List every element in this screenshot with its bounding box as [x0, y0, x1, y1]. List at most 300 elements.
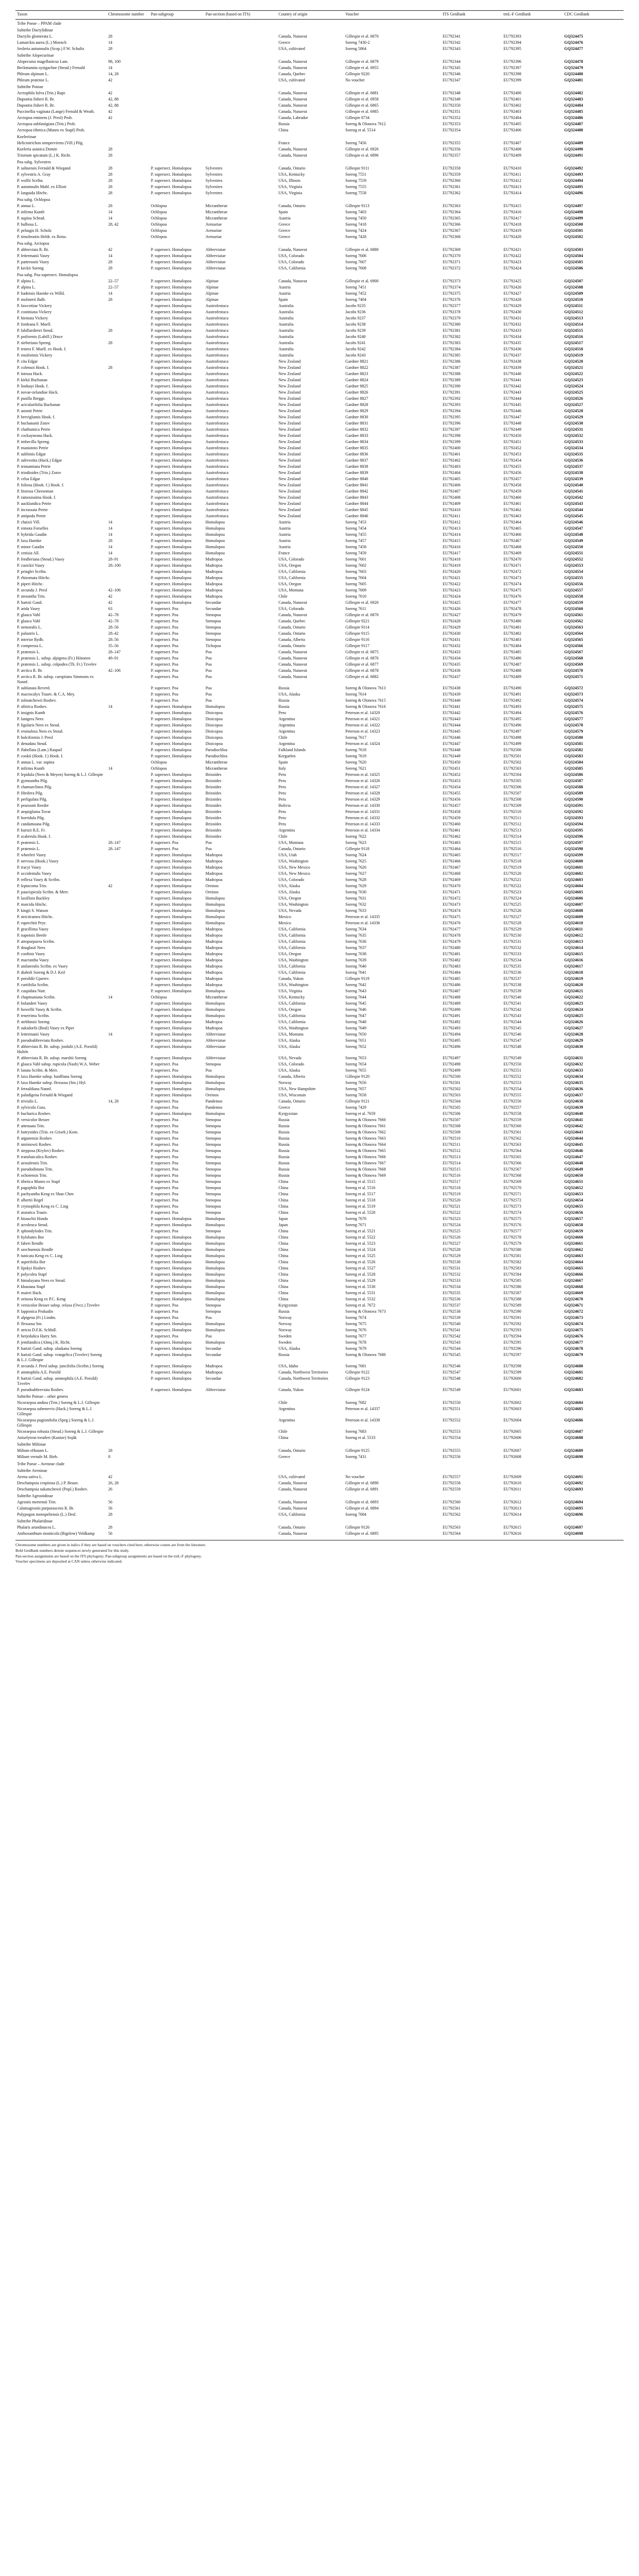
table-cell: Soreng 7683	[345, 1429, 366, 1434]
table-cell: EU792492	[503, 698, 522, 703]
table-cell: EU792558	[442, 1481, 461, 1485]
table-row	[15, 1098, 624, 1105]
table-cell: Ochlopoa	[150, 234, 167, 239]
table-cell: New Zealand	[278, 365, 301, 370]
table-cell: GQ324538	[564, 470, 583, 475]
table-row	[15, 1197, 624, 1204]
table-cell: Canada, Nunavut	[278, 65, 307, 70]
table-row	[15, 414, 624, 420]
table-cell	[107, 1302, 149, 1309]
table-cell	[149, 1400, 204, 1406]
table-cell: EU792368	[442, 234, 461, 239]
table-cell: EU792430	[442, 631, 461, 636]
table-cell: Canada, Nunavut	[278, 674, 307, 679]
table-cell	[441, 83, 502, 90]
table-cell	[107, 1278, 149, 1284]
table-cell: EU792529	[503, 927, 522, 931]
table-cell: GQ324547	[564, 526, 583, 531]
table-cell: USA, Alaska	[278, 1038, 300, 1043]
table-row	[15, 464, 624, 470]
table-cell: Gardner 8842	[345, 489, 368, 494]
table-cell	[149, 1480, 204, 1486]
table-cell: P. crymophila Keng ex C. Ling	[17, 1204, 69, 1209]
table-row	[15, 685, 624, 691]
table-cell: P. acroleuca Steud.	[17, 1223, 48, 1227]
table-cell: P. supersect. Homalopoa	[150, 328, 192, 333]
table-cell: EU792549	[442, 1387, 461, 1392]
table-cell: Gardner 8831	[345, 421, 368, 426]
table-cell: Gillespie et al. 6894	[345, 1506, 379, 1511]
table-cell	[204, 1499, 277, 1505]
table-cell: EU792424	[442, 594, 461, 599]
table-cell: EU792457	[503, 477, 522, 481]
table-cell: EU792491	[503, 692, 522, 697]
table-cell: USA, California	[278, 964, 306, 969]
table-cell: P. pattersonii Vasey	[17, 260, 49, 264]
table-cell: P. macrocalyx Trautv. & C.A. Mey.	[17, 692, 75, 697]
table-cell: GQ324518	[564, 347, 583, 351]
table-cell: EU792579	[503, 1241, 522, 1246]
table-cell	[204, 1393, 277, 1400]
table-cell: Homalopoa	[205, 1087, 225, 1091]
table-row	[15, 439, 624, 445]
table-cell: Austrofestuca	[205, 415, 229, 419]
table-cell: EU792520	[442, 1198, 461, 1202]
table-cell: P. urssulensis Trin.	[17, 1161, 48, 1165]
table-cell: GQ324618	[564, 970, 583, 975]
table-cell: P. supersect. Homalopoa	[150, 1266, 192, 1270]
table-cell: EU792424	[503, 266, 522, 270]
table-cell: EU792461	[442, 828, 461, 833]
table-cell	[149, 109, 204, 115]
table-cell: EU792458	[442, 809, 461, 814]
table-cell: P. pearsonii Reeder	[17, 803, 49, 808]
table-cell: P. sublimis Edgar	[17, 452, 46, 456]
table-cell: China	[278, 1247, 289, 1252]
table-cell: P. palustris L.	[17, 631, 40, 636]
table-cell: USA, Virginia	[278, 989, 302, 993]
table-row	[15, 96, 624, 103]
table-cell: EU792371	[442, 260, 461, 264]
table-cell: EU792429	[442, 625, 461, 630]
table-cell: Stenopoa	[205, 1309, 221, 1314]
table-row	[15, 1333, 624, 1340]
table-cell: GQ324622	[564, 995, 583, 999]
table-cell: EU792455	[442, 791, 461, 795]
table-row	[15, 691, 624, 698]
table-cell: Canada, Nunavut	[278, 613, 307, 617]
table-cell: Koeleriinae	[17, 134, 37, 139]
table-cell: P. supersect. Homalopoa	[150, 421, 192, 426]
table-cell: New Zealand	[278, 514, 301, 518]
table-cell: EU792553	[503, 1080, 522, 1085]
table-cell: Jacobs 9236	[345, 310, 366, 314]
table-cell	[204, 59, 277, 65]
table-cell: Austrofestuca	[205, 371, 229, 376]
table-cell: Jacobs 9242	[345, 347, 366, 351]
table-cell: P. asperifolia Bor	[17, 1260, 46, 1264]
table-cell: P. supersect. Homalopoa	[150, 877, 192, 882]
table-cell: Peterson et al. 14333	[345, 822, 380, 826]
table-cell: EU792346	[442, 72, 461, 76]
table-row	[15, 203, 624, 209]
table-cell: EU792473	[503, 575, 522, 580]
table-row	[15, 340, 624, 346]
table-cell: 14	[108, 551, 112, 555]
table-cell: P. lepidula (Nees & Meyen) Soreng & L.J. Gillespie	[17, 772, 103, 777]
table-cell: EU792397	[503, 65, 522, 70]
table-cell: EU792407	[442, 489, 461, 494]
table-cell: EU792505	[442, 1105, 461, 1110]
table-cell: Soreng 7655	[345, 1068, 366, 1073]
table-cell: EU792440	[503, 371, 522, 376]
table-row	[15, 1296, 624, 1302]
table-row	[15, 735, 624, 741]
table-cell: EU792420	[442, 569, 461, 574]
table-cell	[107, 821, 149, 827]
table-cell: EU792469	[442, 877, 461, 882]
table-cell: EU792511	[442, 1142, 461, 1147]
table-cell: P. supersect. Poa	[150, 656, 178, 660]
table-cell: GQ324644	[564, 1136, 583, 1141]
table-row	[15, 1129, 624, 1136]
table-cell: GQ324684	[564, 1400, 583, 1405]
table-cell	[107, 1074, 149, 1080]
table-cell: Nicoraepoa andina (Trin.) Soreng & L.J. Gillespie	[17, 1400, 100, 1405]
table-cell	[204, 103, 277, 109]
table-cell: Secundae	[205, 600, 222, 605]
table-cell: P. supersect. Poa	[150, 1185, 178, 1190]
table-cell	[441, 133, 502, 140]
table-cell: Russia	[278, 1124, 290, 1128]
table-cell: Austrofestuca	[205, 452, 229, 456]
table-cell: EU792454	[442, 785, 461, 789]
table-cell: Jacobs 9237	[345, 316, 366, 320]
table-cell: EU792470	[442, 884, 461, 888]
table-cell: GQ324569	[564, 662, 583, 667]
table-cell: Soreng 7453	[345, 520, 366, 524]
table-cell: GQ324638	[564, 1099, 583, 1104]
table-cell	[107, 895, 149, 902]
table-cell: USA, Montana	[278, 1032, 304, 1037]
table-cell: GQ324498	[564, 210, 583, 214]
table-cell: P. atropurpurea Scribn.	[17, 939, 55, 944]
table-row	[15, 1111, 624, 1117]
table-cell: EU792350	[442, 103, 461, 108]
table-cell: Anthoxanthum monticola (Bigelow) Veldkamp	[17, 1531, 95, 1536]
table-cell: Gillespie 9117	[345, 643, 369, 648]
table-cell: Madropoa	[205, 964, 223, 969]
table-cell: EU792490	[503, 686, 522, 690]
table-cell: EU792538	[503, 982, 522, 987]
table-row	[15, 895, 624, 902]
table-cell: EU792440	[442, 698, 461, 703]
table-row	[15, 33, 624, 40]
table-cell	[107, 778, 149, 784]
table-cell: P. supersect. Homalopoa	[150, 1272, 192, 1277]
table-cell: Soreng 7684	[345, 1512, 366, 1517]
table-cell: Stenopoa	[205, 1136, 221, 1141]
table-cell: EU792485	[442, 976, 461, 981]
table-cell: 14	[108, 766, 112, 771]
table-row	[15, 1480, 624, 1486]
table-cell: Peterson et al. 14332	[345, 816, 380, 820]
table-cell: Soreng et al. 5517	[345, 1192, 376, 1196]
table-cell: GQ324495	[564, 184, 583, 189]
table-cell: GQ324614	[564, 945, 583, 950]
table-cell: Subtribe Alopecurinae	[17, 53, 54, 58]
table-cell: EU792510	[442, 1136, 461, 1141]
table-cell: USA, Nevada	[278, 908, 301, 913]
table-cell: New Zealand	[278, 495, 301, 500]
table-cell: EU792484	[442, 970, 461, 975]
table-cell: 98, 100	[108, 59, 121, 64]
table-cell: Homalopoa	[205, 1074, 225, 1079]
table-cell: Arctophila fulva (Trin.) Rupr.	[17, 91, 66, 95]
table-cell	[107, 1038, 149, 1044]
table-cell: USA, Colorado	[278, 1062, 305, 1066]
table-row	[15, 315, 624, 321]
table-cell: Homalopoa	[205, 908, 225, 913]
table-cell: P. supersect. Homalopoa	[150, 341, 192, 345]
table-cell: EU792540	[503, 995, 522, 999]
table-cell: GQ324682	[564, 1376, 583, 1381]
table-cell: EU792612	[503, 1500, 522, 1504]
table-cell: Jacobs 9238	[345, 322, 366, 327]
table-cell: EU792517	[442, 1179, 461, 1184]
table-row	[15, 957, 624, 963]
table-cell: Trisetum spicatum (L.) K. Richt.	[17, 153, 71, 158]
table-cell: Argentina	[278, 717, 295, 721]
table-cell	[277, 27, 344, 33]
table-cell: P. supersect. Homalopoa	[150, 477, 192, 481]
table-cell: P. insignis Kunth	[17, 710, 45, 715]
table-cell: China	[278, 1192, 289, 1196]
table-cell: EU792615	[503, 1525, 522, 1530]
table-cell: EU792533	[503, 952, 522, 956]
table-cell	[107, 908, 149, 914]
table-cell: P. suksdorfii (Beal) Vasey ex Piper	[17, 1026, 74, 1030]
table-cell: EU792405	[503, 122, 522, 126]
table-cell: GQ324502	[564, 234, 583, 239]
table-cell	[344, 20, 441, 27]
table-cell: EU792479	[442, 939, 461, 944]
table-cell: Gillespie et al. 6876	[345, 656, 379, 660]
table-cell: GQ324549	[564, 538, 583, 543]
table-cell: New Zealand	[278, 409, 301, 413]
table-cell	[107, 439, 149, 445]
table-cell: GQ324530	[564, 421, 583, 426]
table-cell: USA, California	[278, 575, 306, 580]
table-cell: GQ324540	[564, 483, 583, 487]
table-cell: EU792568	[503, 1173, 522, 1178]
table-cell	[107, 1136, 149, 1142]
table-cell	[107, 383, 149, 389]
table-cell: New Zealand	[278, 452, 301, 456]
table-row	[15, 253, 624, 259]
table-cell: P. supersect. Poa	[150, 1315, 178, 1320]
table-cell: Soreng 7681	[345, 1364, 366, 1368]
table-cell	[344, 83, 441, 90]
table-row	[15, 77, 624, 83]
table-row	[15, 1406, 624, 1417]
table-cell: EU792352	[442, 115, 461, 120]
table-cell: P. nemoralis L.	[17, 625, 42, 630]
table-cell: Argentina	[278, 1406, 295, 1411]
table-cell	[563, 196, 624, 203]
table-cell: P. tunicata Keng ex C. Ling	[17, 1253, 63, 1258]
table-cell: EU792502	[503, 760, 522, 765]
table-cell	[502, 83, 563, 90]
table-cell: Alpinae	[205, 291, 219, 296]
table-cell	[107, 933, 149, 939]
table-cell: EU792542	[442, 1334, 461, 1338]
table-cell: EU792521	[503, 877, 522, 882]
table-cell: 28	[108, 341, 112, 345]
table-cell: Stenopoa	[205, 1229, 221, 1233]
table-cell: P. supersect. Homalopoa	[150, 785, 192, 789]
table-row	[15, 184, 624, 190]
table-cell: Soreng 7637	[345, 945, 366, 950]
column-header: trnL-F GenBank	[502, 11, 563, 20]
table-cell: New Zealand	[278, 421, 301, 426]
table-cell: Austrofestuca	[205, 359, 229, 364]
table-cell	[149, 127, 204, 133]
table-cell: EU792459	[503, 489, 522, 494]
table-cell: USA, Oregon	[278, 582, 301, 586]
table-cell: GQ324613	[564, 939, 583, 944]
table-cell	[149, 40, 204, 46]
table-cell	[149, 133, 204, 140]
table-cell: EU792372	[442, 266, 461, 270]
table-cell	[107, 685, 149, 691]
table-cell: Gillespie et al. 6896	[345, 153, 379, 158]
table-cell: Calamagrostis purpurascens R. Br.	[17, 1506, 74, 1511]
table-cell	[107, 957, 149, 963]
table-cell: USA, cultivated	[278, 78, 305, 82]
table-cell: P. supersect. Homalopoa	[150, 526, 192, 531]
table-cell: EU792428	[442, 619, 461, 623]
table-cell: 28	[108, 260, 112, 264]
table-cell: Lamarckia aurea (L.) Moench	[17, 40, 66, 45]
table-cell: No voucher	[345, 1475, 365, 1479]
table-cell	[149, 1518, 204, 1524]
table-cell: EU792567	[503, 1167, 522, 1172]
table-cell: Homalopoa	[205, 1013, 225, 1018]
table-cell: GQ324597	[564, 840, 583, 845]
table-cell: Micrantherae	[205, 760, 228, 765]
table-cell: GQ324674	[564, 1321, 583, 1326]
table-cell: Soreng 7670	[345, 1216, 366, 1221]
table-cell: Canada, Ontario	[278, 846, 306, 851]
table-cell: EU792528	[503, 921, 522, 925]
table-cell	[441, 1460, 502, 1467]
table-cell: Stenopoa	[205, 1198, 221, 1202]
table-cell	[149, 59, 204, 65]
table-cell: P. glauca Vahl	[17, 619, 40, 623]
table-cell: P. faberi Rendle	[17, 1241, 43, 1246]
table-cell: Gardner 8836	[345, 452, 368, 456]
table-cell	[107, 710, 149, 716]
table-cell: P. stenantha Trin.	[17, 594, 46, 599]
table-cell: Abbreviatae	[205, 253, 226, 258]
table-cell	[107, 196, 149, 203]
table-cell: Soreng 7459	[345, 551, 366, 555]
table-cell: P. laxa Haenke subsp. flexuosa (Sm.) Hyl.	[17, 1080, 87, 1085]
table-row	[15, 291, 624, 297]
table-cell: EU792467	[442, 865, 461, 870]
table-cell: Falkland Islands	[278, 748, 306, 752]
table-cell: Norway	[278, 1315, 292, 1320]
table-cell: P. supersect. Poa	[150, 1198, 178, 1202]
table-row	[15, 222, 624, 228]
table-row	[15, 624, 624, 631]
table-cell: EU792354	[442, 128, 461, 132]
table-row	[15, 46, 624, 52]
table-cell: GQ324484	[564, 103, 583, 108]
table-row	[15, 127, 624, 133]
table-cell: EU792478	[442, 933, 461, 938]
table-cell: P. versicolor Besser	[17, 1117, 49, 1122]
table-cell: P. pseudoabbreviata Roshev.	[17, 1038, 64, 1043]
table-cell: Soreng 7640	[345, 964, 366, 969]
table-cell: P. secunda J. Presl	[17, 588, 47, 592]
table-cell: P. supersect. Homalopoa	[150, 1087, 192, 1091]
table-cell: Brizoides	[205, 816, 222, 820]
table-cell	[107, 464, 149, 470]
table-row	[15, 1429, 624, 1435]
table-cell: EU792500	[442, 1074, 461, 1079]
table-cell	[149, 77, 204, 83]
table-cell	[204, 121, 277, 127]
table-cell: Soreng & Olonova 7616	[345, 704, 386, 709]
table-row	[15, 165, 624, 172]
table-cell: 42	[108, 247, 112, 252]
table-cell: Madropoa	[205, 594, 223, 599]
table-cell: Greece	[278, 234, 291, 239]
table-cell: EU792603	[503, 1406, 522, 1411]
table-cell: P. fernaldiana Nannf.	[17, 1087, 52, 1091]
table-cell	[344, 1441, 441, 1448]
table-cell: Australia	[278, 316, 294, 320]
table-cell: GQ324561	[564, 613, 583, 617]
table-row	[15, 951, 624, 957]
table-cell: EU792449	[503, 427, 522, 432]
table-cell: EU792545	[503, 1026, 522, 1030]
table-cell: Madropoa	[205, 871, 223, 876]
table-cell: Soreng 7639	[345, 958, 366, 962]
table-cell: EU792384	[442, 347, 461, 351]
table-cell: Micrantherae	[205, 995, 228, 999]
table-cell: Homalopoa	[205, 1260, 225, 1264]
table-cell: France	[278, 551, 290, 555]
table-cell: GQ324635	[564, 1080, 583, 1085]
table-row	[15, 1080, 624, 1086]
table-cell: Soreng 7611	[345, 606, 366, 611]
table-cell: P. supersect. Homalopoa	[150, 247, 192, 252]
table-cell: EU792532	[503, 945, 522, 950]
table-cell: GQ324511	[564, 303, 583, 308]
table-cell	[441, 20, 502, 27]
table-row	[15, 1499, 624, 1505]
table-cell: EU792533	[442, 1278, 461, 1283]
table-cell	[107, 303, 149, 309]
table-row	[15, 840, 624, 846]
table-row	[15, 939, 624, 945]
table-cell: Pandemos	[205, 1105, 223, 1110]
table-cell: P. pachyantha Keng ex Shan Chen	[17, 1192, 74, 1196]
table-cell	[107, 1044, 149, 1055]
